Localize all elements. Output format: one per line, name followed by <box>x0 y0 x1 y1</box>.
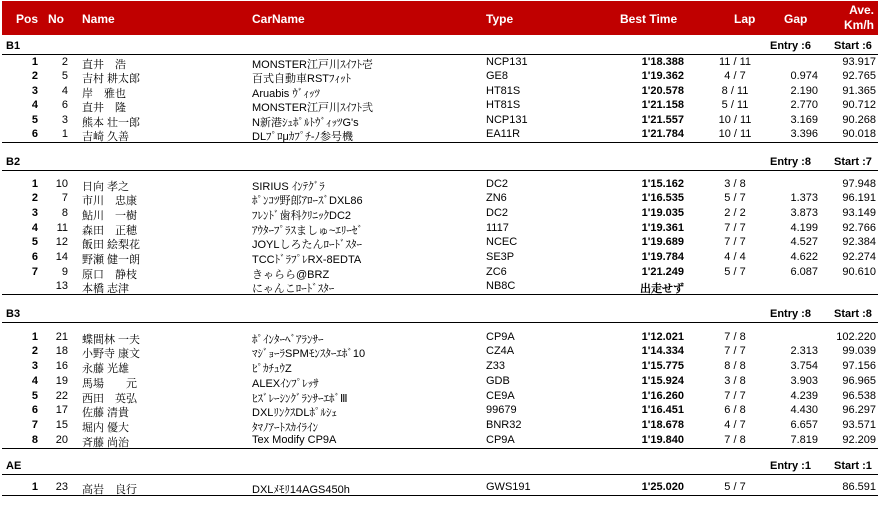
cell-car-name: JOYLしろたんﾛｰﾄﾞｽﾀｰ <box>252 239 363 251</box>
result-row <box>2 206 878 221</box>
result-row <box>2 69 878 84</box>
cell-best-time: 1'19.035 <box>641 207 684 219</box>
cell-car-name: Tex Modify CP9A <box>252 434 337 446</box>
cell-ave-speed: 96.297 <box>842 404 876 416</box>
header-gap: Gap <box>784 12 808 26</box>
cell-car-name: MONSTER江戸川ｽｲﾌﾄ弐 <box>252 102 373 114</box>
cell-driver-name: 野瀬 健一朗 <box>82 254 141 266</box>
cell-pos: 4 <box>31 375 38 387</box>
cell-ave-speed: 97.948 <box>842 178 876 190</box>
header-best-time: Best Time <box>620 12 678 26</box>
cell-car-name: きゃらら@BRZ <box>252 269 330 281</box>
cell-car-number: 14 <box>55 251 68 263</box>
cell-gap: 3.754 <box>790 360 818 372</box>
result-row <box>2 235 878 250</box>
class-start-count: Start :8 <box>834 308 872 320</box>
cell-best-time: 1'21.557 <box>641 114 684 126</box>
cell-car-name: 百式自動車RSTﾌｨｯﾄ <box>252 73 351 85</box>
cell-lap: 7 / 8 <box>724 434 746 446</box>
cell-lap: 11 / 11 <box>718 56 751 68</box>
cell-best-time: 1'14.334 <box>641 345 684 357</box>
cell-car-number: 2 <box>61 56 68 68</box>
cell-car-name: N新港ｼｭﾎﾟﾙﾄｳﾞｨｯﾂG's <box>252 117 359 129</box>
cell-lap: 3 / 8 <box>724 375 746 387</box>
cell-pos: 1 <box>31 331 38 343</box>
cell-ave-speed: 92.209 <box>842 434 876 446</box>
header-ave-line1: Ave. <box>849 3 874 17</box>
cell-pos: 5 <box>31 236 38 248</box>
cell-lap: 5 / 7 <box>724 266 746 278</box>
cell-gap: 3.903 <box>790 375 818 387</box>
cell-car-name: ﾀﾏﾉｱｰﾄｽｶｲﾗｲﾝ <box>252 422 318 434</box>
cell-lap: 8 / 8 <box>724 360 746 372</box>
cell-best-time: 1'21.158 <box>641 99 684 111</box>
cell-driver-name: 佐藤 清貴 <box>82 407 130 419</box>
cell-driver-name: 鮎川 一樹 <box>82 210 137 222</box>
cell-ave-speed: 96.965 <box>842 375 876 387</box>
cell-pos: 6 <box>31 404 38 416</box>
class-label: B1 <box>6 40 21 52</box>
cell-best-time: 1'19.784 <box>641 251 684 263</box>
cell-lap: 7 / 7 <box>724 390 746 402</box>
header-bar <box>2 1 878 35</box>
class-start-count: Start :1 <box>834 460 872 472</box>
cell-car-name: ﾋｽﾞﾚｰｼﾝｸﾞﾗﾝｻｰｴﾎﾞⅢ <box>252 393 348 405</box>
cell-car-type: NB8C <box>486 280 516 292</box>
cell-pos: 5 <box>31 390 38 402</box>
cell-lap: 7 / 7 <box>724 236 746 248</box>
cell-best-time: 1'21.249 <box>641 266 684 278</box>
result-row <box>2 84 878 99</box>
cell-lap: 5 / 7 <box>724 192 746 204</box>
section-divider <box>2 495 878 496</box>
cell-car-type: NCP131 <box>486 114 528 126</box>
cell-gap: 2.313 <box>790 345 818 357</box>
cell-car-type: 99679 <box>486 404 517 416</box>
cell-best-time: 1'18.678 <box>641 419 684 431</box>
result-row <box>2 127 878 142</box>
cell-pos: 6 <box>31 251 38 263</box>
cell-driver-name: 小野寺 康文 <box>82 348 141 360</box>
cell-car-number: 21 <box>55 331 68 343</box>
cell-car-name: ﾎﾟﾝｺﾂ野郎ｱﾛｰｽﾞDXL86 <box>252 195 363 207</box>
cell-best-time: 1'15.162 <box>641 178 684 190</box>
cell-pos: 1 <box>31 178 38 190</box>
cell-car-type: NCP131 <box>486 56 528 68</box>
cell-car-type: HT81S <box>486 85 521 97</box>
cell-pos: 4 <box>31 222 38 234</box>
cell-lap: 10 / 11 <box>718 128 752 140</box>
cell-pos: 2 <box>31 70 38 82</box>
cell-best-time: 1'19.840 <box>641 434 684 446</box>
cell-car-type: EA11R <box>486 128 521 140</box>
cell-car-name: DXLﾘﾝｸｽDLﾎﾟﾙｼｪ <box>252 407 337 419</box>
cell-gap: 3.396 <box>790 128 818 140</box>
cell-car-number: 17 <box>55 404 68 416</box>
cell-lap: 2 / 2 <box>724 207 746 219</box>
cell-lap: 6 / 8 <box>724 404 746 416</box>
cell-ave-speed: 93.917 <box>842 56 876 68</box>
cell-car-type: GE8 <box>486 70 509 82</box>
cell-driver-name: 市川 忠康 <box>82 195 137 207</box>
cell-pos: 6 <box>31 128 38 140</box>
cell-driver-name: 原口 静枝 <box>82 269 137 281</box>
cell-car-type: GDB <box>486 375 510 387</box>
class-header-b2 <box>2 156 878 171</box>
cell-driver-name: 堀内 優大 <box>82 422 130 434</box>
class-entry-count: Entry :8 <box>770 308 811 320</box>
result-row <box>2 98 878 113</box>
cell-car-number: 9 <box>61 266 68 278</box>
header-carname: CarName <box>252 12 305 26</box>
cell-driver-name: 岸 雅也 <box>82 88 126 100</box>
cell-pos: 2 <box>31 192 38 204</box>
cell-car-type: SE3P <box>486 251 515 263</box>
cell-driver-name: 本橋 志津 <box>82 283 130 295</box>
cell-car-number: 10 <box>55 178 68 190</box>
header-type: Type <box>486 12 514 26</box>
cell-best-time: 1'25.020 <box>641 481 684 493</box>
cell-car-number: 20 <box>55 434 68 446</box>
cell-car-type: BNR32 <box>486 419 522 431</box>
cell-car-name: DLﾌﾟﾛμｶﾌﾟﾁ-ﾉ参号機 <box>252 131 354 143</box>
header-name: Name <box>82 12 115 26</box>
cell-car-type: 1117 <box>486 222 509 234</box>
cell-ave-speed: 92.766 <box>842 222 876 234</box>
cell-car-type: DC2 <box>486 178 509 190</box>
cell-car-name: TCCﾄﾞﾗﾌﾟﾚRX-8EDTA <box>252 254 362 266</box>
cell-driver-name: 熊本 壮一郎 <box>82 117 141 129</box>
cell-car-number: 11 <box>56 222 68 234</box>
cell-car-name: ﾎﾟｲﾝﾀｰﾍﾞｱﾗﾝｻｰ <box>252 334 324 346</box>
cell-pos: 8 <box>31 434 38 446</box>
cell-lap: 5 / 7 <box>724 481 746 493</box>
cell-gap: 3.169 <box>790 114 818 126</box>
result-row <box>2 374 878 389</box>
cell-car-number: 16 <box>55 360 68 372</box>
cell-ave-speed: 91.365 <box>842 85 876 97</box>
header-no: No <box>48 12 64 26</box>
result-row <box>2 113 878 128</box>
cell-ave-speed: 90.610 <box>842 266 876 278</box>
cell-ave-speed: 99.039 <box>842 345 876 357</box>
cell-best-time: 1'16.260 <box>641 390 684 402</box>
cell-driver-name: 日向 孝之 <box>82 181 130 193</box>
cell-driver-name: 直井 浩 <box>82 59 126 71</box>
header-pos: Pos <box>16 12 39 26</box>
result-row <box>2 265 878 280</box>
cell-gap: 0.974 <box>790 70 818 82</box>
cell-ave-speed: 102.220 <box>836 331 876 343</box>
cell-lap: 7 / 8 <box>724 331 746 343</box>
cell-best-time: 1'19.361 <box>641 222 684 234</box>
result-row <box>2 344 878 359</box>
cell-ave-speed: 92.384 <box>842 236 876 248</box>
cell-best-time: 出走せず <box>640 283 684 295</box>
cell-ave-speed: 96.191 <box>842 192 876 204</box>
cell-gap: 6.657 <box>790 419 818 431</box>
cell-ave-speed: 93.571 <box>842 419 876 431</box>
cell-best-time: 1'20.578 <box>641 85 684 97</box>
cell-gap: 3.873 <box>790 207 818 219</box>
cell-gap: 7.819 <box>790 434 818 446</box>
cell-gap: 1.373 <box>790 192 818 204</box>
cell-lap: 7 / 7 <box>724 222 746 234</box>
cell-car-name: DXLﾒﾓﾘ14AGS450h <box>252 484 350 496</box>
cell-driver-name: 飯田 絵梨花 <box>82 239 141 251</box>
class-start-count: Start :6 <box>834 40 872 52</box>
cell-ave-speed: 96.538 <box>842 390 876 402</box>
cell-driver-name: 馬場 元 <box>82 378 137 390</box>
cell-pos: 3 <box>31 360 38 372</box>
result-row <box>2 403 878 418</box>
cell-car-name: SIRIUS ｲﾝﾃｸﾞﾗ <box>252 181 325 193</box>
cell-car-type: Z33 <box>486 360 505 372</box>
cell-lap: 10 / 11 <box>718 114 752 126</box>
cell-lap: 4 / 7 <box>724 70 746 82</box>
cell-car-type: HT81S <box>486 99 521 111</box>
result-row <box>2 389 878 404</box>
class-header-b1 <box>2 40 878 55</box>
cell-car-number: 15 <box>55 419 68 431</box>
cell-lap: 7 / 7 <box>724 345 746 357</box>
class-entry-count: Entry :8 <box>770 156 811 168</box>
cell-lap: 8 / 11 <box>721 85 749 97</box>
cell-gap: 4.430 <box>790 404 818 416</box>
cell-ave-speed: 90.712 <box>842 99 876 111</box>
cell-pos: 5 <box>31 114 38 126</box>
cell-best-time: 1'16.451 <box>641 404 684 416</box>
cell-pos: 7 <box>31 266 38 278</box>
cell-driver-name: 吉崎 久善 <box>82 131 130 143</box>
cell-pos: 1 <box>31 481 38 493</box>
cell-car-number: 1 <box>61 128 68 140</box>
class-label: B2 <box>6 156 21 168</box>
class-label: AE <box>6 460 22 472</box>
cell-driver-name: 西田 英弘 <box>82 393 137 405</box>
cell-car-number: 13 <box>55 280 68 292</box>
result-row <box>2 250 878 265</box>
result-row <box>2 418 878 433</box>
cell-driver-name: 蝶間林 一夫 <box>82 334 141 346</box>
cell-car-type: ZN6 <box>486 192 507 204</box>
cell-best-time: 1'19.689 <box>641 236 684 248</box>
cell-car-number: 22 <box>55 390 68 402</box>
cell-car-name: ALEXｲﾝﾌﾟﾚｯｻ <box>252 378 319 390</box>
header-ave <box>844 3 874 33</box>
cell-driver-name: 永藤 光雄 <box>82 363 130 375</box>
cell-best-time: 1'21.784 <box>641 128 684 140</box>
cell-pos: 3 <box>31 85 38 97</box>
cell-car-type: ZC6 <box>486 266 507 278</box>
cell-gap: 4.199 <box>790 222 818 234</box>
result-row <box>2 177 878 192</box>
cell-car-name: MONSTER江戸川ｽｲﾌﾄ壱 <box>252 59 373 71</box>
section-divider <box>2 142 878 143</box>
cell-ave-speed: 92.274 <box>842 251 876 263</box>
result-row <box>2 55 878 70</box>
cell-car-type: GWS191 <box>486 481 531 493</box>
cell-ave-speed: 90.268 <box>842 114 876 126</box>
class-header-b3 <box>2 308 878 323</box>
cell-car-number: 19 <box>55 375 68 387</box>
cell-driver-name: 吉村 耕太郎 <box>82 73 141 85</box>
cell-car-number: 6 <box>61 99 68 111</box>
cell-ave-speed: 97.156 <box>842 360 876 372</box>
result-row <box>2 359 878 374</box>
class-entry-count: Entry :6 <box>770 40 811 52</box>
cell-best-time: 1'19.362 <box>641 70 684 82</box>
cell-driver-name: 斉藤 尚治 <box>82 437 130 449</box>
cell-car-number: 18 <box>55 345 68 357</box>
cell-driver-name: 森田 正穂 <box>82 225 137 237</box>
cell-best-time: 1'12.021 <box>641 331 684 343</box>
header-lap: Lap <box>734 12 756 26</box>
cell-car-type: CZ4A <box>486 345 515 357</box>
cell-car-number: 12 <box>55 236 68 248</box>
result-row <box>2 330 878 345</box>
cell-car-number: 8 <box>61 207 68 219</box>
cell-car-type: NCEC <box>486 236 518 248</box>
cell-car-name: ﾋﾟｶﾁｭｳZ <box>252 363 292 375</box>
cell-best-time: 1'18.388 <box>641 56 684 68</box>
result-row <box>2 433 878 448</box>
cell-pos: 3 <box>31 207 38 219</box>
cell-car-type: CP9A <box>486 331 515 343</box>
class-header-ae <box>2 460 878 475</box>
cell-gap: 4.622 <box>790 251 818 263</box>
cell-gap: 4.239 <box>790 390 818 402</box>
section-divider <box>2 448 878 449</box>
result-row <box>2 480 878 495</box>
cell-ave-speed: 93.149 <box>842 207 876 219</box>
cell-car-name: ｱｳﾀｰﾌﾟﾗｽましゅ~ｴﾘｰｾﾞ <box>252 225 363 237</box>
cell-pos: 2 <box>31 345 38 357</box>
cell-gap: 2.770 <box>790 99 818 111</box>
result-row <box>2 279 878 294</box>
cell-car-number: 5 <box>61 70 68 82</box>
cell-driver-name: 直井 隆 <box>82 102 126 114</box>
cell-best-time: 1'15.924 <box>641 375 684 387</box>
cell-car-number: 23 <box>55 481 68 493</box>
cell-car-type: CP9A <box>486 434 515 446</box>
cell-car-name: にゃんこﾛｰﾄﾞｽﾀｰ <box>252 283 335 295</box>
cell-car-name: ﾌﾚﾝﾄﾞ歯科ｸﾘﾆｯｸDC2 <box>252 210 352 222</box>
cell-car-number: 7 <box>61 192 68 204</box>
result-row <box>2 191 878 206</box>
cell-car-name: ﾏｼﾞｮｰﾗSPMﾓﾝｽﾀｰｴﾎﾞ10 <box>252 348 366 360</box>
cell-gap: 2.190 <box>790 85 818 97</box>
cell-lap: 4 / 7 <box>724 419 746 431</box>
cell-lap: 4 / 4 <box>724 251 746 263</box>
cell-car-type: DC2 <box>486 207 509 219</box>
header-ave-line2: Km/h <box>844 18 874 32</box>
class-entry-count: Entry :1 <box>770 460 811 472</box>
cell-best-time: 1'15.775 <box>641 360 684 372</box>
cell-gap: 4.527 <box>790 236 818 248</box>
cell-car-number: 3 <box>61 114 68 126</box>
cell-lap: 3 / 8 <box>724 178 746 190</box>
cell-lap: 5 / 11 <box>721 99 749 111</box>
cell-ave-speed: 90.018 <box>842 128 876 140</box>
cell-pos: 7 <box>31 419 38 431</box>
cell-ave-speed: 86.591 <box>842 481 876 493</box>
cell-pos: 4 <box>31 99 38 111</box>
cell-car-number: 4 <box>61 85 68 97</box>
cell-car-name: Aruabis ｳﾞｨｯﾂ <box>252 88 320 100</box>
class-label: B3 <box>6 308 21 320</box>
section-divider <box>2 294 878 295</box>
cell-best-time: 1'16.535 <box>641 192 684 204</box>
cell-driver-name: 高岩 良行 <box>82 484 137 496</box>
cell-pos: 1 <box>31 56 38 68</box>
cell-ave-speed: 92.765 <box>842 70 876 82</box>
class-start-count: Start :7 <box>834 156 872 168</box>
cell-gap: 6.087 <box>790 266 818 278</box>
cell-car-type: CE9A <box>486 390 515 402</box>
result-row <box>2 221 878 236</box>
